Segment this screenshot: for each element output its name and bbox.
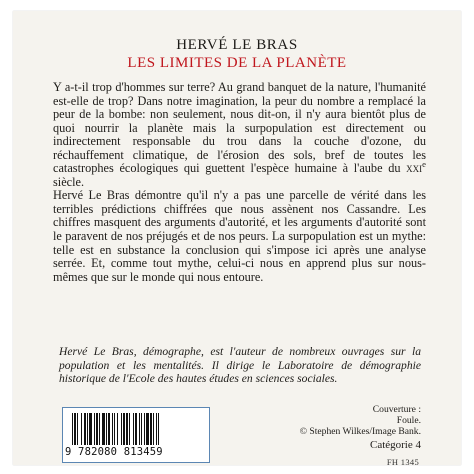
blurb-paragraph-1-text: Y a-t-il trop d'hommes sur terre? Au grand banquet de la nature, l'humanité est-elle de trop? Dans notre imagination, la peur du nombre a remplacé la peur de la bombe: non seulement, nous dit-on, il n'y aura bientôt plus de quoi nourrir la planète mais la surpopulation est directement ou indirectement responsable du trou dans la couche d'ozone, du réchauffement climatique, de l'érosion des sols, bref de toutes les catastrophes écologiques qui guettent l'espèce humaine à l'aube du bbox=[53, 80, 426, 176]
barcode-bar bbox=[146, 413, 149, 445]
blurb-paragraph-1 bbox=[53, 81, 426, 189]
barcode-bar bbox=[81, 413, 82, 445]
barcode-bar bbox=[96, 413, 98, 445]
barcode-bar bbox=[123, 413, 125, 445]
barcode-bar bbox=[139, 413, 140, 445]
barcode-bar bbox=[102, 413, 105, 445]
author-bio: Hervé Le Bras, démographe, est l'auteur de nombreux ouvrages sur la population et les mentalités. Il dirige le Laboratoire de démographie historique de l'Ecole des hautes études en sciences sociales. bbox=[59, 345, 421, 385]
blurb-paragraph-1-end: siècle. bbox=[53, 174, 85, 189]
author-name: HERVÉ LE BRAS bbox=[176, 37, 298, 53]
book-back-cover bbox=[13, 11, 461, 465]
barcode-bar bbox=[135, 413, 137, 445]
barcode-bar bbox=[94, 413, 95, 445]
cover-credits bbox=[251, 404, 421, 437]
barcode-bar bbox=[106, 413, 107, 445]
barcode-bar bbox=[158, 413, 159, 445]
barcode-bar bbox=[129, 413, 130, 445]
cover-label: Couverture : bbox=[372, 404, 421, 415]
barcode-bar bbox=[126, 413, 128, 445]
barcode-bar bbox=[133, 413, 134, 445]
blurb-text bbox=[53, 81, 426, 284]
barcode-bar bbox=[72, 413, 73, 445]
barcode-bar bbox=[87, 413, 88, 445]
barcode-bar bbox=[153, 413, 154, 445]
barcode-bars bbox=[72, 413, 200, 445]
barcode-bar bbox=[112, 413, 113, 445]
book-title: LES LIMITES DE LA PLANÈTE bbox=[127, 55, 347, 71]
barcode-bar bbox=[141, 413, 142, 445]
barcode-bar bbox=[89, 413, 92, 445]
barcode-bar bbox=[74, 413, 76, 445]
barcode-bar bbox=[77, 413, 78, 445]
blurb-paragraph-2: Hervé Le Bras démontre qu'il n'y a pas une parcelle de vérité dans les terribles prédictions chiffrées que nous assènent nos Cassandre. Les chiffres masquent des arguments d'autorité, et les arguments d'autorité sont le paravent de nos préjugés et de nos peurs. La surpopulation est un mythe: telle est en substance la conclusion qui s'impose ici après une analyse serrée. Et, comme tout mythe, celui-ci nous en apprend plus sur nous-mêmes que sur le monde qui nous entoure. bbox=[53, 188, 426, 284]
barcode-bar bbox=[117, 413, 118, 445]
barcode-bar bbox=[108, 413, 110, 445]
century-numeral: xxi bbox=[406, 161, 423, 176]
category-label: Catégorie 4 bbox=[369, 439, 421, 451]
barcode-bar bbox=[114, 413, 115, 445]
photo-credit: © Stephen Wilkes/Image Bank. bbox=[299, 426, 421, 437]
barcode-bar bbox=[99, 413, 100, 445]
isbn-number: 9 782080 813459 bbox=[65, 446, 163, 458]
barcode-bar bbox=[156, 413, 157, 445]
barcode-bar bbox=[121, 413, 122, 445]
barcode-bar bbox=[150, 413, 152, 445]
century-superscript: e bbox=[422, 159, 426, 170]
barcode-bar bbox=[84, 413, 86, 445]
catalog-code: FH 1345 bbox=[386, 457, 419, 467]
barcode-bar bbox=[144, 413, 145, 445]
isbn-barcode bbox=[62, 407, 210, 463]
cover-title: Foule. bbox=[396, 415, 421, 426]
